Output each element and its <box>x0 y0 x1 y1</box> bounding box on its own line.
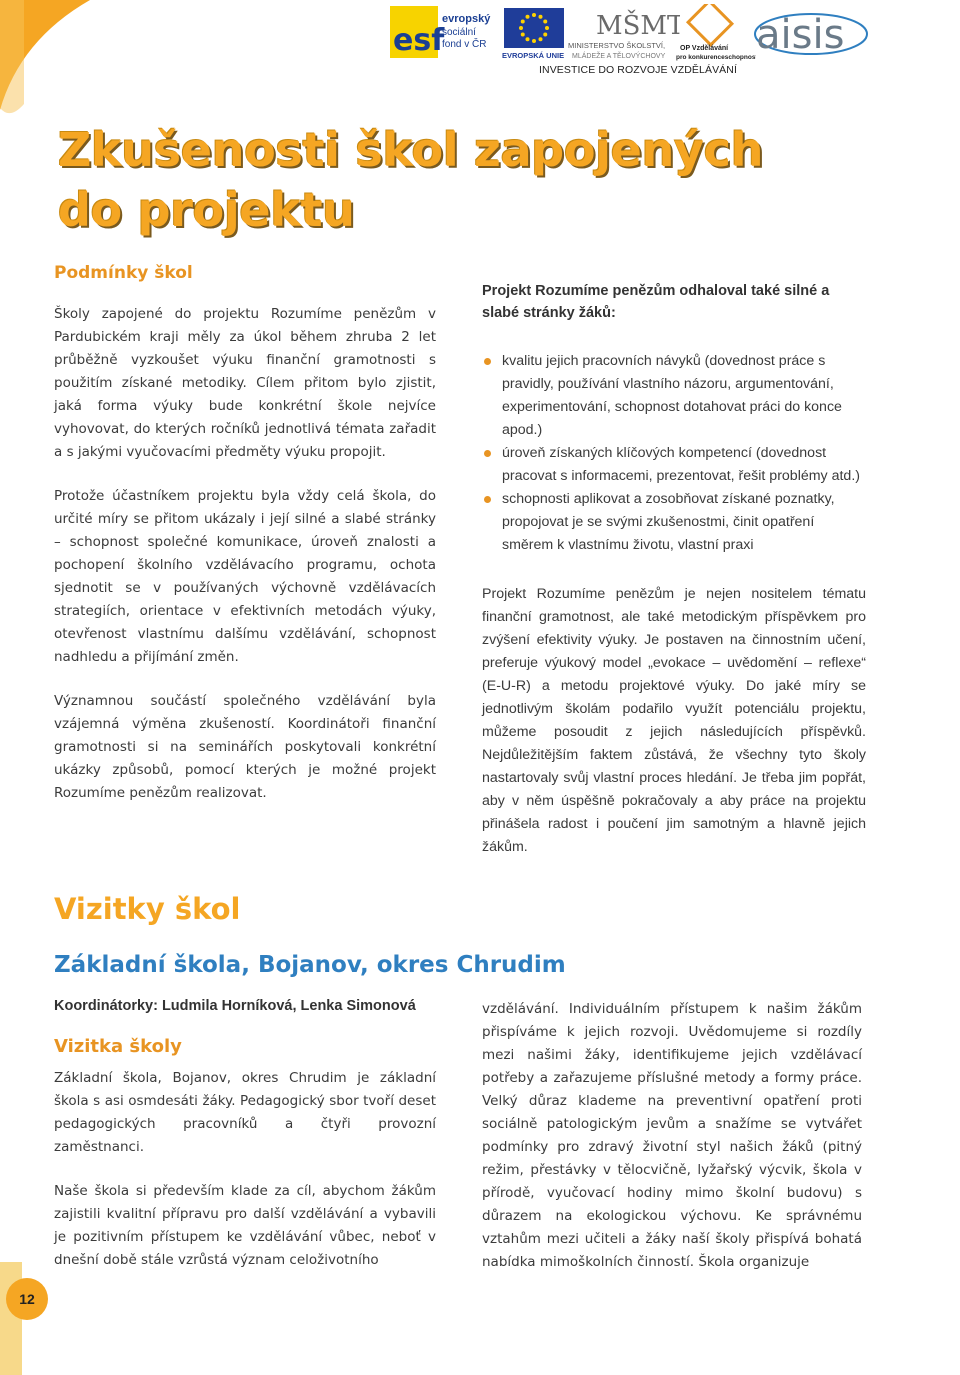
left-column-conditions <box>54 263 436 826</box>
eu-star-icon <box>539 37 543 41</box>
eu-star-icon <box>545 26 549 30</box>
msmt-text-1: MINISTERSTVO ŠKOLSTVÍ, <box>568 41 666 50</box>
msmt-logo <box>566 4 680 62</box>
op-text-1: OP Vzdělávání <box>680 45 729 52</box>
school-paragraph-3: vzdělávání. Individuálním přístupem k našim žákům přispíváme k jejich rozvoji. Uvědomujeme si rozdíly mezi našimi žáky, identifikujeme jejich vzdělávací potřeby a zařazujeme příslušné metody a formy práce. Velký důraz klademe na preventivní opatření proti sociálně patologickým jevům a snažíme se vytvářet podmínky pro zdravý životní styl našich žáků (pitný režim, přestávky v tělocvičně, lyžařský výcvik, škola v přírodě, vyučovací hodiny mimo školní budovu) s důrazem na ekologickou výchovu. Ke správnému vztahům mezi učiteli a žáky naší školy přispívá bohatá nabídka mimoškolních činností. Škola organizuje <box>482 1001 862 1270</box>
eu-text: EVROPSKÁ UNIE <box>502 51 565 60</box>
eu-star-icon <box>519 26 523 30</box>
eu-star-icon <box>543 20 547 24</box>
eu-star-icon <box>532 13 536 17</box>
conditions-paragraph-1: Školy zapojené do projektu Rozumíme penězům v Pardubickém kraji měly za úkol během zhruba 2 let průběžně vyzkoušet výuku finanční gramotnosti s použitím získané metodiky. Cílem přitom bylo zjistit, jaká forma výuky bude konkrétní škole nejvíce vyhovovat, do kterých ročníků jednotlivá témata zařadit a s jakými vyučovacími předměty výuku propojit. <box>54 306 436 460</box>
esf-logo <box>388 4 500 62</box>
list-item-text: schopnosti aplikovat a zosobňovat získané poznatky, propojovat je se svými zkušenostmi, činit opatření směrem k vlastnímu životu, vlastní praxi <box>502 491 835 553</box>
strengths-lead: Projekt Rozumíme penězům odhaloval také silné a slabé stránky žáků: <box>482 283 830 321</box>
bullet-icon <box>484 450 491 457</box>
eu-star-icon <box>521 33 525 37</box>
aisis-logo <box>748 4 874 62</box>
eu-star-icon <box>539 15 543 19</box>
school-paragraph-1: Základní škola, Bojanov, okres Chrudim je základní škola s asi osmdesáti žáky. Pedagogický sbor tvoří deset pedagogických pracovníků a čtyři provozní zaměstnanci. <box>54 1070 436 1155</box>
eu-star-icon <box>521 20 525 24</box>
esf-text-2: sociální <box>442 27 476 38</box>
esf-text-3: fond v ČR <box>442 39 487 50</box>
op-text-2: pro konkurenceschopnost <box>676 54 756 61</box>
list-item <box>482 488 866 557</box>
right-column-school <box>482 998 862 1274</box>
school-paragraph-2: Naše škola si především klade za cíl, abychom žákům zajistili kvalitní přípravu pro další vzdělávání a vybavili je pozitivním přístupem ke vzdělávání vůbec, neboť v dnešní době stále vzrůstá význam celoživotního <box>54 1183 436 1268</box>
conditions-paragraph-2: Protože účastníkem projektu byla vždy celá škola, do určité míry se přitom ukázaly i její silné a slabé stránky – schopnost společné komunikace, úroveň znalosti a pochopení školního vzdělávacího programu, ochota sjednotit se v používaných výchovně vzdělávacích strategiích, orientace v efektivních metodách výuky, otevřenost vlastnímu dalšímu vzdělávání, schopnost nadhledu a přijímání změn. <box>54 488 436 665</box>
esf-text-1: evropský <box>442 13 491 25</box>
page-title-line-2: do projektu <box>58 183 355 237</box>
eu-star-icon <box>526 37 530 41</box>
msmt-text-2: MLÁDEŽE A TĚLOVÝCHOVY <box>572 53 666 60</box>
aisis-mark: aisis <box>756 12 845 58</box>
eu-flag-logo <box>500 4 568 62</box>
project-paragraph: Projekt Rozumíme penězům je nejen nositelem tématu finanční gramotnost, ale také metodickým příspěvkem pro zvýšení efektivity výuky. Je postaven na činnostním učení, preferuje výukový model „evokace – uvědomění – reflexe“ (E-U-R) a metodu projektové výuky. Do jaké míry se jednotlivým školám podařilo využít potenciálu projektu, můžeme posoudit z jejich následujících příspěvků. Nejdůležitějším faktem zůstává, že všechny tyto školy nastartovaly svůj vlastní proces hledání. Je třeba jim popřát, aby v něm úspěšně pokračovaly a aby práce na projektu přinášela radost i poučení jim samotným a hlavně jejich žákům. <box>482 586 866 855</box>
op-vk-logo <box>676 4 756 62</box>
school-card-subheading: Vizitka školy <box>54 1036 182 1057</box>
school-cards-heading: Vizitky škol <box>54 892 241 926</box>
bullet-icon <box>484 358 491 365</box>
list-item-text: úroveň získaných klíčových kompetencí (dovednost pracovat s informacemi, prezentovat, řešit problémy atd.) <box>502 445 860 484</box>
right-column-strengths <box>482 280 866 859</box>
bullet-icon <box>484 496 491 503</box>
conditions-paragraph-3: Významnou součástí společného vzdělávání byla vzájemná výměna zkušeností. Koordinátoři finanční gramotnosti si na seminářích poskytovali konkrétní ukázky způsobů, pomocí kterých je možné projekt Rozumíme penězům realizovat. <box>54 693 436 801</box>
eu-star-icon <box>526 15 530 19</box>
list-item <box>482 350 866 442</box>
page-title-line-1: Zkušenosti škol zapojených <box>58 123 764 177</box>
msmt-mark: MŠMT <box>596 11 680 41</box>
strengths-list <box>482 350 866 557</box>
coordinators-line: Koordinátorky: Ludmila Horníková, Lenka Simonová <box>54 998 416 1014</box>
list-item <box>482 442 866 488</box>
esf-mark: esf <box>393 23 445 58</box>
school-name-heading: Základní škola, Bojanov, okres Chrudim <box>54 952 566 978</box>
investice-tagline: INVESTICE DO ROZVOJE VZDĚLÁVÁNÍ <box>539 64 737 76</box>
list-item-text: kvalitu jejich pracovních návyků (dovednost práce s pravidly, používání vlastního názoru, argumentování, experimentování, schopnost dotahovat práci do konce apod.) <box>502 353 842 438</box>
left-column-school <box>54 998 436 1293</box>
eu-star-icon <box>543 33 547 37</box>
conditions-heading: Podmínky škol <box>54 263 193 283</box>
eu-star-icon <box>532 39 536 43</box>
page-number: 12 <box>19 1291 35 1307</box>
